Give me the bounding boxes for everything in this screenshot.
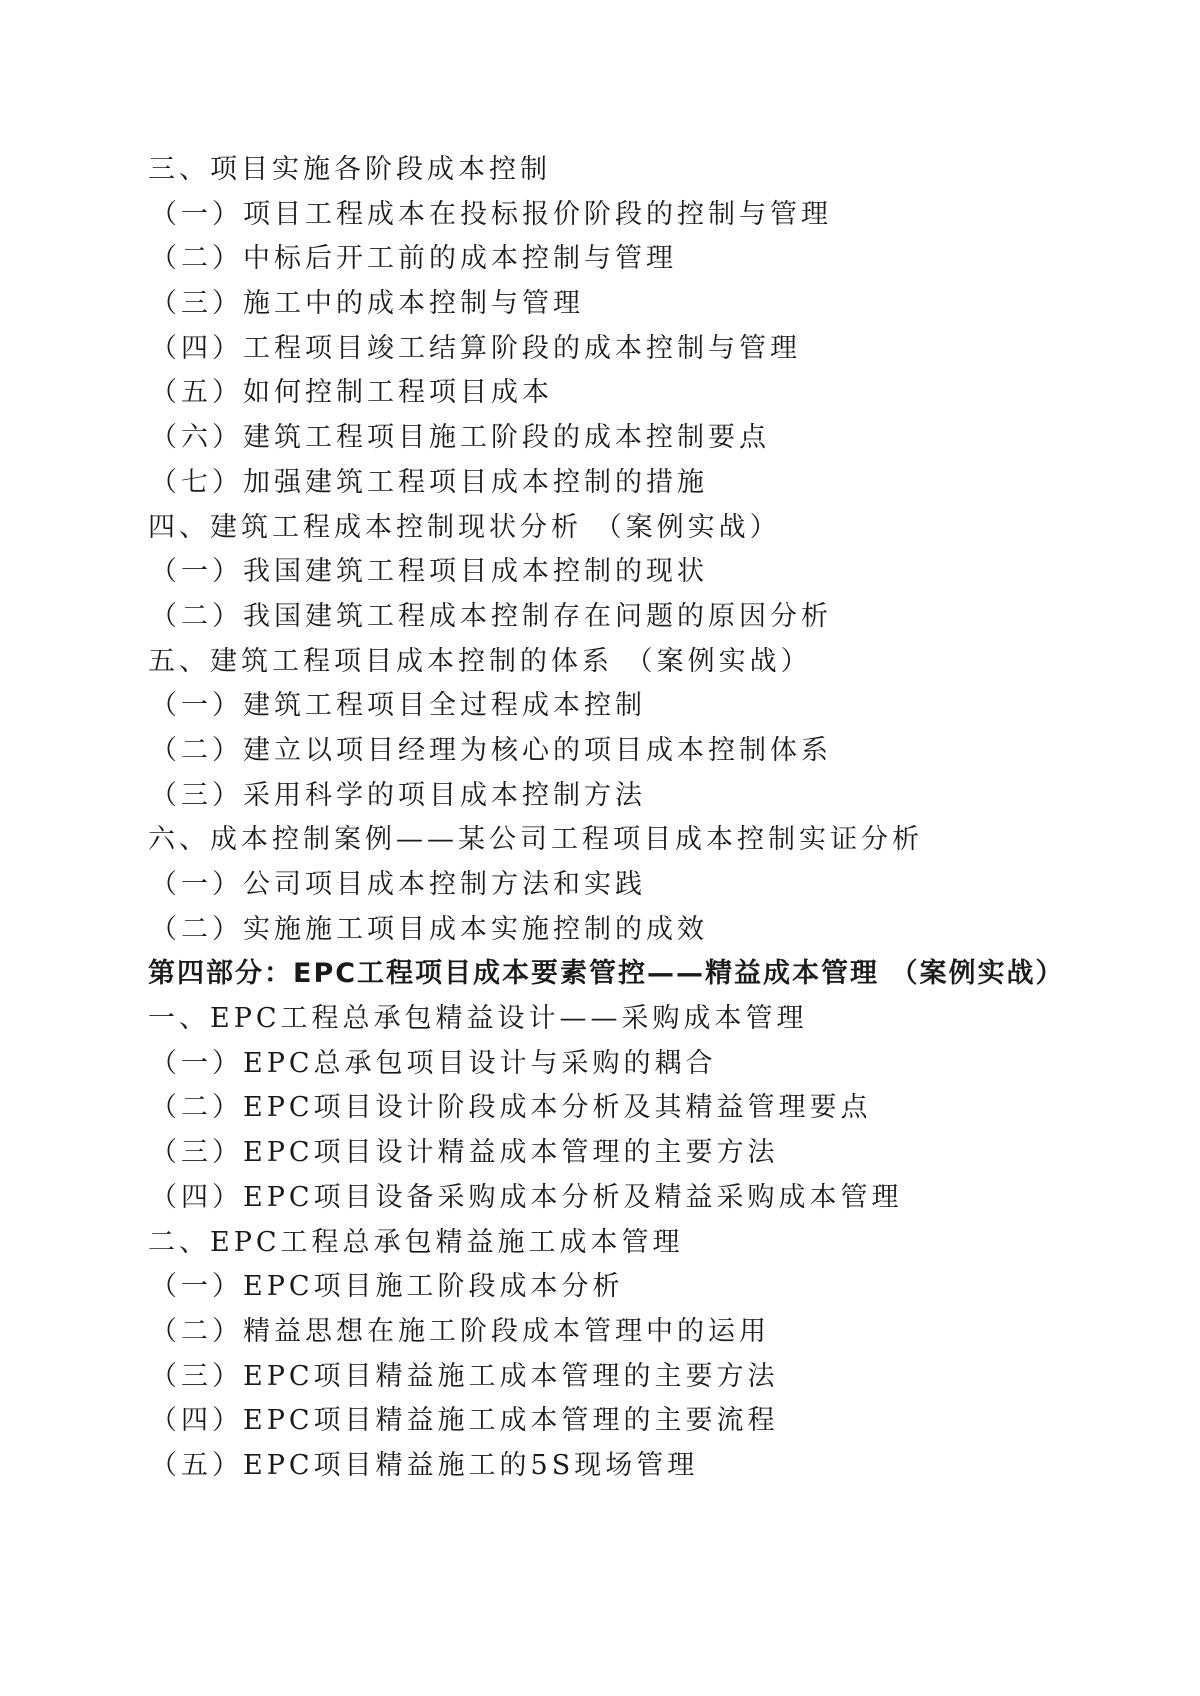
list-item: （二）中标后开工前的成本控制与管理: [150, 243, 677, 275]
section-heading: 一、EPC工程总承包精益设计——采购成本管理: [148, 1003, 808, 1035]
list-item: （五）如何控制工程项目成本: [150, 377, 553, 409]
section-heading: 三、项目实施各阶段成本控制: [148, 154, 551, 185]
list-item: （一）EPC项目施工阶段成本分析: [150, 1271, 624, 1303]
list-item: （四）工程项目竣工结算阶段的成本控制与管理: [150, 332, 801, 364]
section-heading: 二、EPC工程总承包精益施工成本管理: [148, 1226, 684, 1258]
section-heading: 四、建筑工程成本控制现状分析 （案例实战）: [148, 511, 781, 543]
list-item: （三）施工中的成本控制与管理: [150, 288, 584, 320]
list-item: （二）我国建筑工程成本控制存在问题的原因分析: [150, 600, 832, 632]
list-item: （七）加强建筑工程项目成本控制的措施: [150, 466, 708, 498]
list-item: （五）EPC项目精益施工的5S现场管理: [150, 1449, 699, 1481]
list-item: （一）建筑工程项目全过程成本控制: [150, 690, 646, 722]
list-item: （二）EPC项目设计阶段成本分析及其精益管理要点: [150, 1092, 872, 1124]
list-item: （一）项目工程成本在投标报价阶段的控制与管理: [150, 198, 832, 230]
section-heading: 五、建筑工程项目成本控制的体系 （案例实战）: [148, 645, 812, 677]
section-heading: 六、成本控制案例——某公司工程项目成本控制实证分析: [148, 824, 923, 856]
list-item: （六）建筑工程项目施工阶段的成本控制要点: [150, 422, 770, 454]
list-item: （四）EPC项目设备采购成本分析及精益采购成本管理: [150, 1181, 903, 1213]
list-item: （一）公司项目成本控制方法和实践: [150, 869, 646, 900]
list-item: （二）精益思想在施工阶段成本管理中的运用: [150, 1315, 770, 1347]
list-item: （三）采用科学的项目成本控制方法: [150, 779, 646, 811]
part-heading: 第四部分：EPC工程项目成本要素管控——精益成本管理 （案例实战）: [148, 958, 1065, 990]
document-body: [148, 148, 1068, 1489]
list-item: （三）EPC项目设计精益成本管理的主要方法: [150, 1137, 779, 1169]
list-item: （四）EPC项目精益施工成本管理的主要流程: [150, 1405, 779, 1437]
list-item: （二）建立以项目经理为核心的项目成本控制体系: [150, 734, 832, 766]
list-item: （三）EPC项目精益施工成本管理的主要方法: [150, 1360, 779, 1392]
list-item: （一）EPC总承包项目设计与采购的耦合: [150, 1047, 717, 1079]
list-item: （二）实施施工项目成本实施控制的成效: [150, 913, 708, 945]
list-item: （一）我国建筑工程项目成本控制的现状: [150, 556, 708, 588]
